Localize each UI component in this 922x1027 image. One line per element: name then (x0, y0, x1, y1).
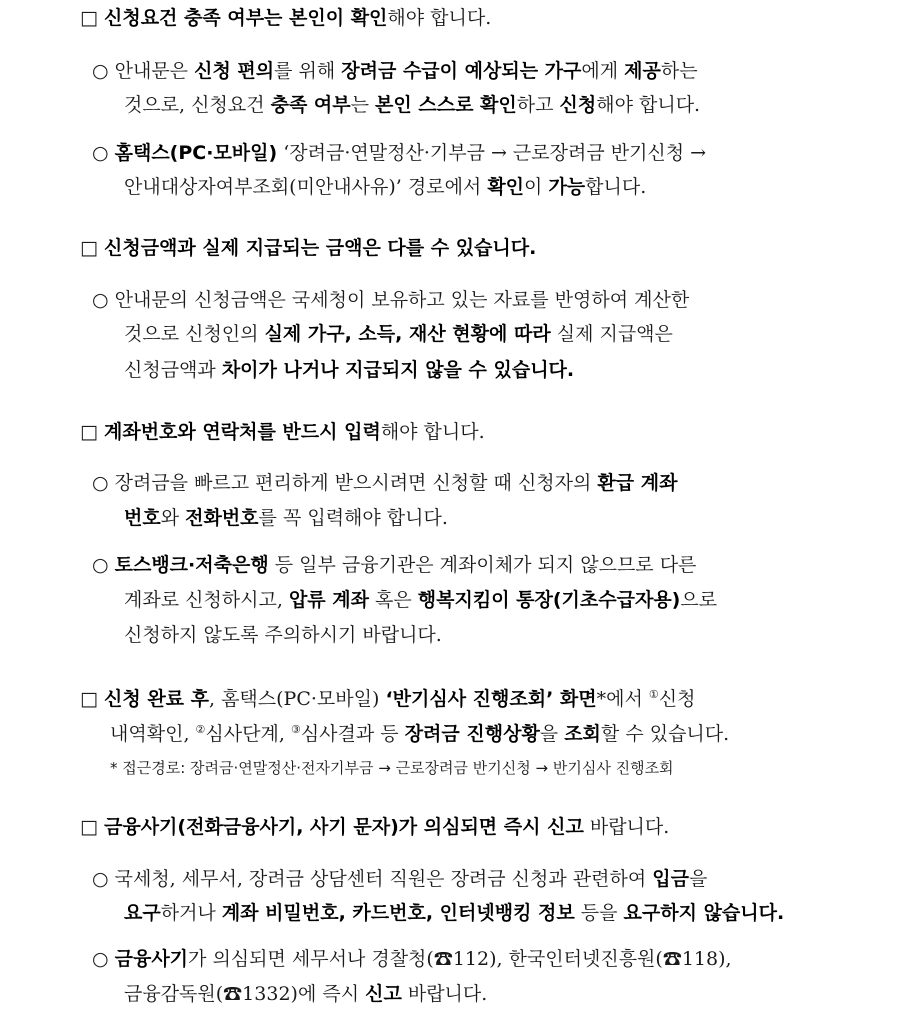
section-5-bullet-1-line-2: 요구하거나 계좌 비밀번호, 카드번호, 인터넷뱅킹 정보 등을 요구하지 않습니다. (124, 902, 785, 924)
section-3-bullet-2-line-1: ○ 토스뱅크·저축은행 등 일부 금융기관은 계좌이체가 되지 않으므로 다른 (92, 554, 697, 576)
section-3-heading: □ 계좌번호와 연락처를 반드시 입력해야 합니다. (80, 421, 485, 443)
section-3-bullet-1-line-2: 번호와 전화번호를 꼭 입력해야 합니다. (124, 507, 448, 529)
section-3-bullet-2-line-2: 계좌로 신청하시고, 압류 계좌 혹은 행복지킴이 통장(기초수급자용)으로 (124, 589, 718, 611)
circled-number: ② (195, 723, 206, 736)
section-5-heading: □ 금융사기(전화금융사기, 사기 문자)가 의심되면 즉시 신고 바랍니다. (80, 816, 670, 838)
section-2-bullet-1-line-1: ○ 안내문의 신청금액은 국세청이 보유하고 있는 자료를 반영하여 계산한 (92, 289, 690, 311)
circled-number: ③ (290, 723, 301, 736)
section-4-heading-line-2: 내역확인, ②심사단계, ③심사결과 등 장려금 진행상황을 조회할 수 있습니다. (110, 723, 730, 745)
section-4-heading: □ 신청 완료 후, 홈택스(PC·모바일) ‘반기심사 진행조회’ 화면*에서 ①신청 (80, 688, 696, 710)
section-1-bullet-1-line-1: ○ 안내문은 신청 편의를 위해 장려금 수급이 예상되는 가구에게 제공하는 (92, 60, 698, 82)
section-1-bullet-2-line-2: 안내대상자여부조회(미안내사유)’ 경로에서 확인이 가능합니다. (124, 176, 647, 198)
section-1-heading: □ 신청요건 충족 여부는 본인이 확인해야 합니다. (80, 7, 492, 29)
section-5-bullet-2-line-1: ○ 금융사기가 의심되면 세무서나 경찰청(☎112), 한국인터넷진흥원(☎118), (92, 948, 732, 970)
section-2-bullet-1-line-2: 것으로 신청인의 실제 가구, 소득, 재산 현황에 따라 실제 지급액은 (124, 323, 673, 345)
section-5-bullet-1-line-1: ○ 국세청, 세무서, 장려금 상담센터 직원은 장려금 신청과 관련하여 입금을 (92, 868, 708, 890)
section-3-bullet-1-line-1: ○ 장려금을 빠르고 편리하게 받으시려면 신청할 때 신청자의 환급 계좌 (92, 472, 678, 494)
section-2-heading: □ 신청금액과 실제 지급되는 금액은 다를 수 있습니다. (80, 237, 537, 259)
section-2-bullet-1-line-3: 신청금액과 차이가 나거나 지급되지 않을 수 있습니다. (124, 359, 575, 381)
section-1-bullet-2-line-1: ○ 홈택스(PC·모바일) ‘장려금·연말정산·기부금 → 근로장려금 반기신청 → (92, 142, 707, 164)
section-3-bullet-2-line-3: 신청하지 않도록 주의하시기 바랍니다. (124, 624, 442, 646)
heading-marker: □ (80, 7, 104, 29)
access-path-note: * 접근경로: 장려금·연말정산·전자기부금 → 근로장려금 반기신청 → 반기심사 진행조회 (110, 759, 674, 777)
section-1-bullet-1-line-2: 것으로, 신청요건 충족 여부는 본인 스스로 확인하고 신청해야 합니다. (124, 94, 701, 116)
bold-text: 신청요건 충족 여부는 본인이 확인 (104, 7, 388, 29)
section-5-bullet-2-line-2: 금융감독원(☎1332)에 즉시 신고 바랍니다. (124, 983, 488, 1005)
circled-number: ① (648, 688, 659, 701)
